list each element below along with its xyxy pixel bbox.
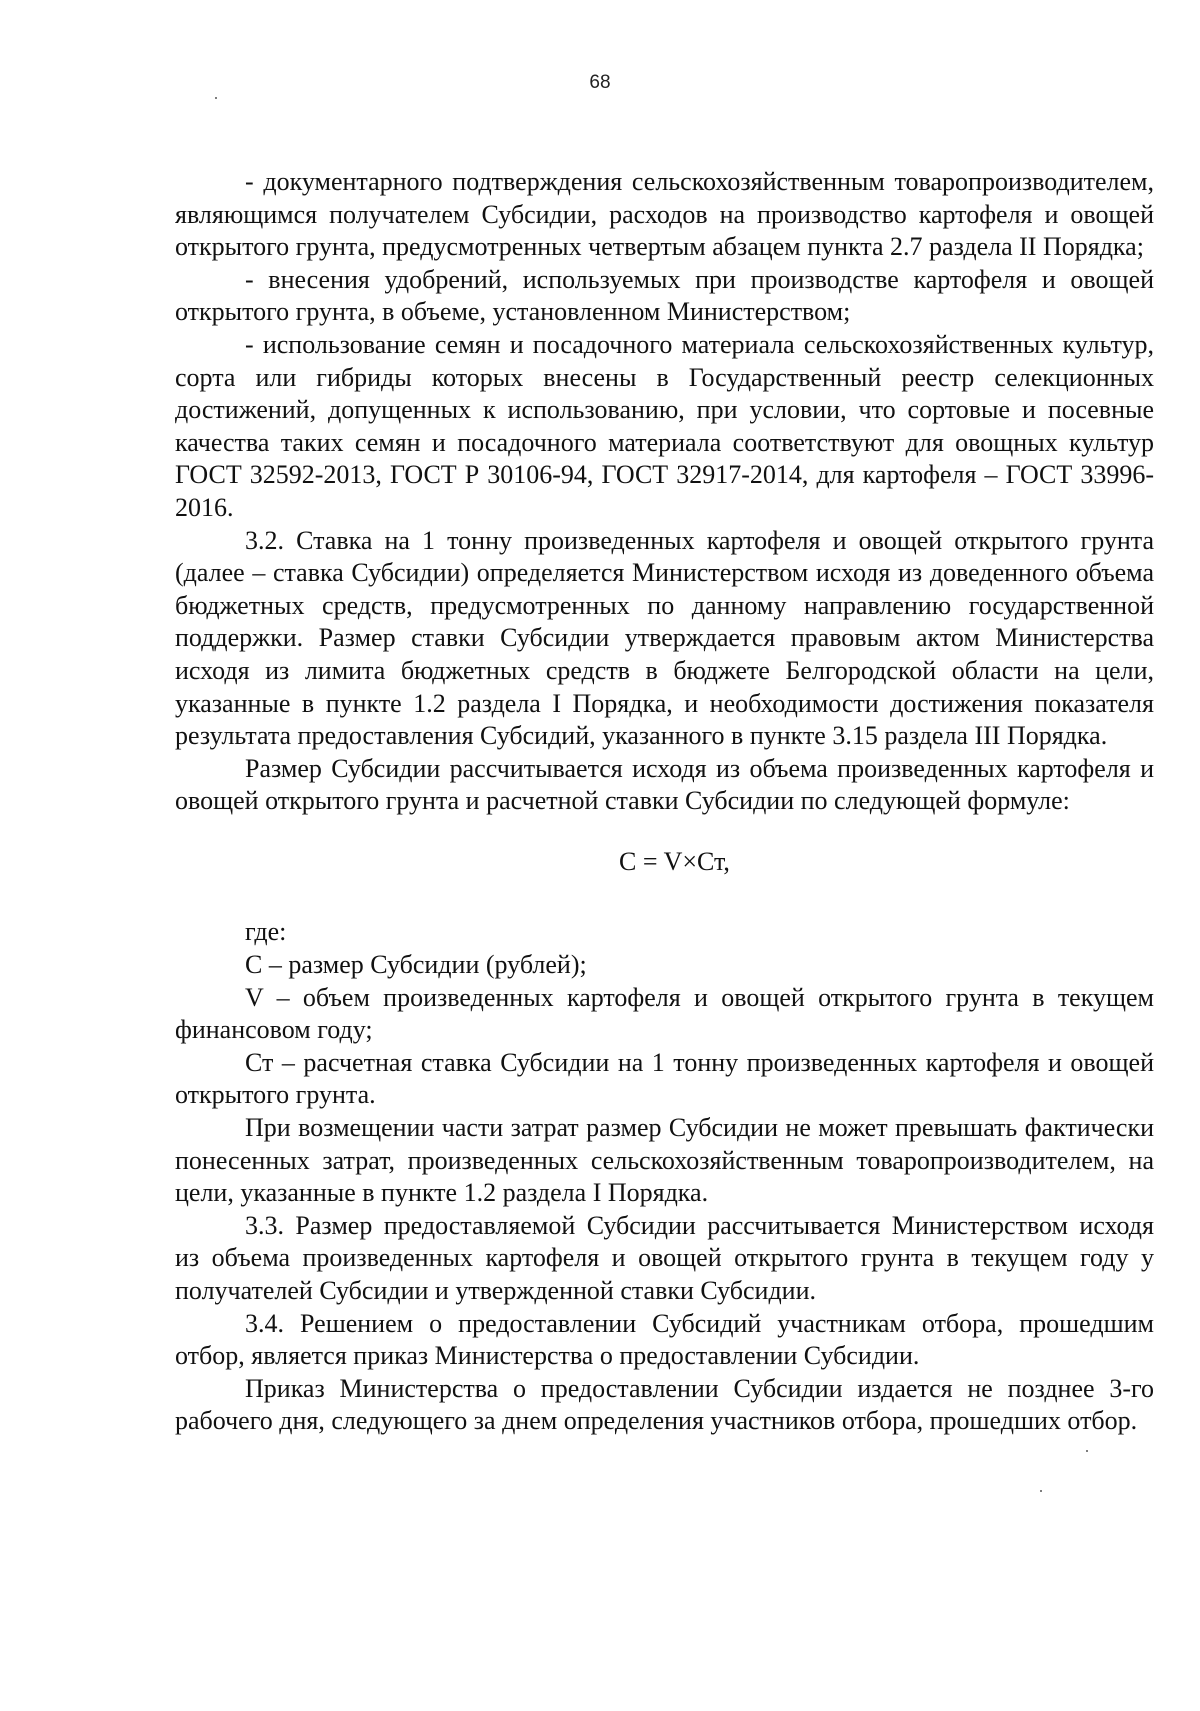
page-number: 68	[589, 72, 611, 93]
paragraph-3-4: 3.4. Решением о предоставлении Субсидий участникам отбора, прошедшим отбор, является приказ Министерства о предоставлении Субсидии.	[175, 1308, 1154, 1371]
scan-speck	[215, 97, 217, 99]
paragraph-seeds: - использование семян и посадочного материала сельскохозяйственных культур, сорта или гибриды которых внесены в Государственный реестр селекционных достижений, допущенных к использованию, при условии, что сортовые и посевные качества таких семян и посадочного материала соответствуют для овощных культур ГОСТ 32592-2013, ГОСТ Р 30106-94, ГОСТ 32917-2014, для картофеля – ГОСТ 33996-2016.	[175, 329, 1154, 522]
subsidy-formula: C = V×Ст,	[619, 846, 730, 876]
scan-speck	[1040, 1490, 1042, 1492]
scan-speck	[1086, 1450, 1088, 1452]
document-body	[175, 166, 1154, 1438]
paragraph-v-definition: V – объем произведенных картофеля и овощей открытого грунта в текущем финансовом году;	[175, 982, 1154, 1045]
paragraph-subsidy-calculation: Размер Субсидии рассчитывается исходя из объема произведенных картофеля и овощей открытого грунта и расчетной ставки Субсидии по следующей формуле:	[175, 753, 1154, 816]
paragraph-3-2: 3.2. Ставка на 1 тонну произведенных картофеля и овощей открытого грунта (далее – ставка Субсидии) определяется Министерством исходя из доведенного объема бюджетных средств, предусмотренных по данному направлению государственной поддержки. Размер ставки Субсидии утверждается правовым актом Министерства исходя из лимита бюджетных средств в бюджете Белгородской области на цели, указанные в пункте 1.2 раздела I Порядка, и необходимости достижения показателя результата предоставления Субсидий, указанного в пункте 3.15 раздела III Порядка.	[175, 525, 1154, 751]
paragraph-where: где:	[245, 917, 287, 947]
paragraph-cost-limit: При возмещении части затрат размер Субсидии не может превышать фактически понесенных затрат, произведенных сельскохозяйственным товаропроизводителем, на цели, указанные в пункте 1.2 раздела I Порядка.	[175, 1113, 1154, 1208]
paragraph-st-definition: Ст – расчетная ставка Субсидии на 1 тонну произведенных картофеля и овощей открытого грунта.	[175, 1047, 1154, 1110]
paragraph-c-definition: С – размер Субсидии (рублей);	[245, 950, 587, 980]
paragraph-fertilizer: - внесения удобрений, используемых при производстве картофеля и овощей открытого грунта, в объеме, установленном Министерством;	[175, 264, 1154, 327]
paragraph-documentary-confirmation: - документарного подтверждения сельскохозяйственным товаропроизводителем, являющимся получателем Субсидии, расходов на производство картофеля и овощей открытого грунта, предусмотренных четвертым абзацем пункта 2.7 раздела II Порядка;	[175, 167, 1154, 262]
paragraph-order-deadline: Приказ Министерства о предоставлении Субсидии издается не позднее 3-го рабочего дня, следующего за днем определения участников отбора, прошедших отбор.	[175, 1373, 1154, 1436]
paragraph-3-3: 3.3. Размер предоставляемой Субсидии рассчитывается Министерством исходя из объема произведенных картофеля и овощей открытого грунта в текущем году у получателей Субсидии и утвержденной ставки Субсидии.	[175, 1210, 1154, 1305]
